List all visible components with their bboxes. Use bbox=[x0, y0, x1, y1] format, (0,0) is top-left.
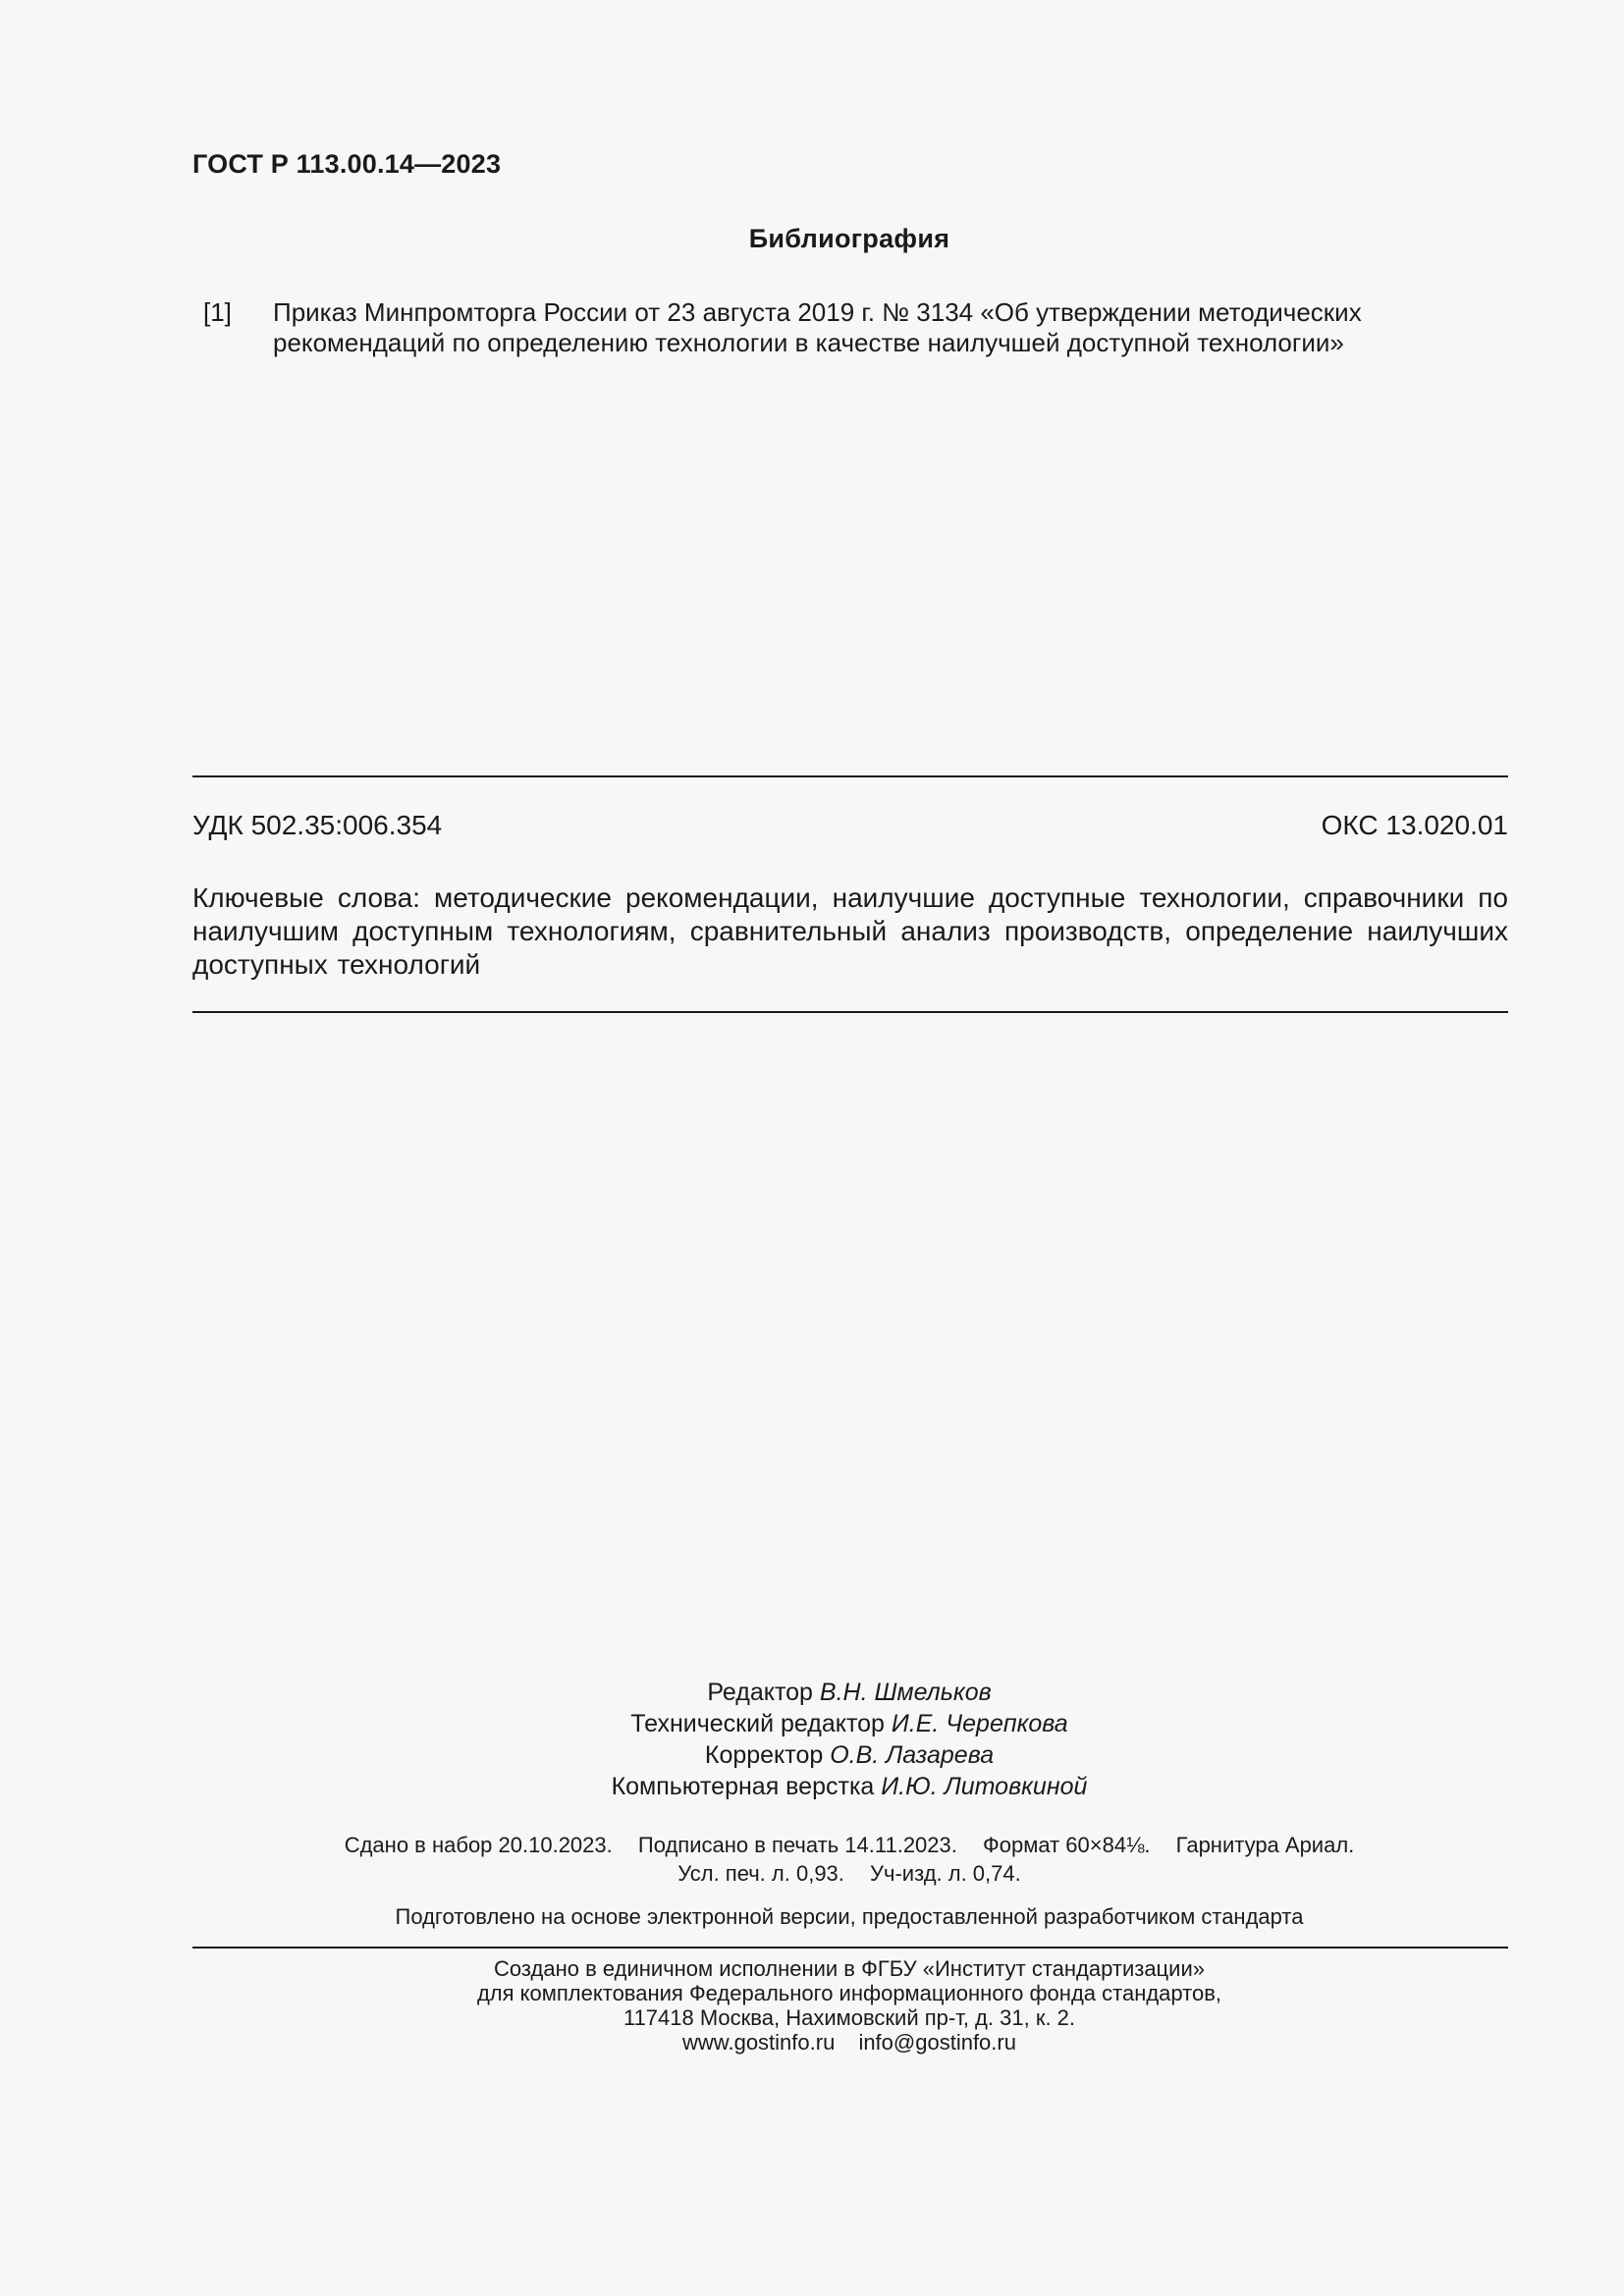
credit-layout bbox=[75, 1771, 1624, 1802]
created-block bbox=[0, 1956, 1624, 2055]
created-line-3: 117418 Москва, Нахимовский пр-т, д. 31, к. 2. bbox=[623, 2005, 1076, 2030]
bibliography-title: Библиография bbox=[748, 224, 950, 253]
credit-proofreader bbox=[75, 1739, 1624, 1771]
typeface: Гарнитура Ариал. bbox=[1175, 1833, 1355, 1857]
signed-date: Подписано в печать 14.11.2023. bbox=[637, 1833, 957, 1857]
publish-sheets: Уч-изд. л. 0,74. bbox=[870, 1861, 1021, 1886]
document-code: ГОСТ Р 113.00.14—2023 bbox=[192, 149, 502, 179]
credit-editor bbox=[75, 1677, 1624, 1708]
credit-role: Редактор bbox=[707, 1679, 813, 1706]
created-line-2: для комплектования Федерального информационного фонда стандартов, bbox=[476, 1981, 1222, 2005]
credit-person: И.Ю. Литовкиной bbox=[881, 1773, 1088, 1800]
email-link[interactable]: info@gostinfo.ru bbox=[858, 2030, 1016, 2055]
credit-person: О.В. Лазарева bbox=[830, 1741, 995, 1769]
credit-role: Корректор bbox=[704, 1741, 824, 1769]
credit-role: Технический редактор bbox=[630, 1710, 885, 1737]
oks-code: ОКС 13.020.01 bbox=[1321, 810, 1508, 840]
created-line-1: Создано в единичном исполнении в ФГБУ «Институт стандартизации» bbox=[494, 1956, 1205, 1981]
print-sheets: Усл. печ. л. 0,93. bbox=[677, 1861, 844, 1886]
divider-top bbox=[192, 775, 1508, 777]
keywords-paragraph: Ключевые слова: методические рекомендации, наилучшие доступные технологии, справочники по наилучшим доступным технологиям, сравнительный анализ производств, определение наилучших доступных технологий bbox=[192, 882, 1508, 980]
print-info-line-2 bbox=[75, 1859, 1624, 1888]
divider-middle bbox=[192, 1011, 1508, 1013]
prepared-note: Подготовлено на основе электронной версии, предоставленной разработчиком стандарта bbox=[395, 1904, 1304, 1929]
print-info bbox=[0, 1831, 1624, 1888]
paper-format: Формат 60×84⅛. bbox=[983, 1833, 1151, 1857]
credit-tech-editor bbox=[75, 1708, 1624, 1739]
credit-person: И.Е. Черепкова bbox=[891, 1710, 1068, 1737]
reference-text: Приказ Минпромторга России от 23 августа 2019 г. № 3134 «Об утверждении методических рекомендаций по определению технологии в качестве наилучшей доступной технологии» bbox=[273, 297, 1362, 357]
submitted-date: Сдано в набор 20.10.2023. bbox=[344, 1833, 613, 1857]
divider-bottom bbox=[192, 1947, 1508, 1949]
reference-number: [1] bbox=[203, 297, 232, 327]
udk-code: УДК 502.35:006.354 bbox=[192, 810, 443, 840]
credits-block bbox=[0, 1677, 1624, 1802]
credit-role: Компьютерная верстка bbox=[611, 1773, 875, 1800]
website-link[interactable]: www.gostinfo.ru bbox=[682, 2030, 836, 2055]
contact-links bbox=[75, 2030, 1624, 2055]
credit-person: В.Н. Шмельков bbox=[819, 1679, 992, 1706]
print-info-line-1 bbox=[75, 1831, 1624, 1859]
